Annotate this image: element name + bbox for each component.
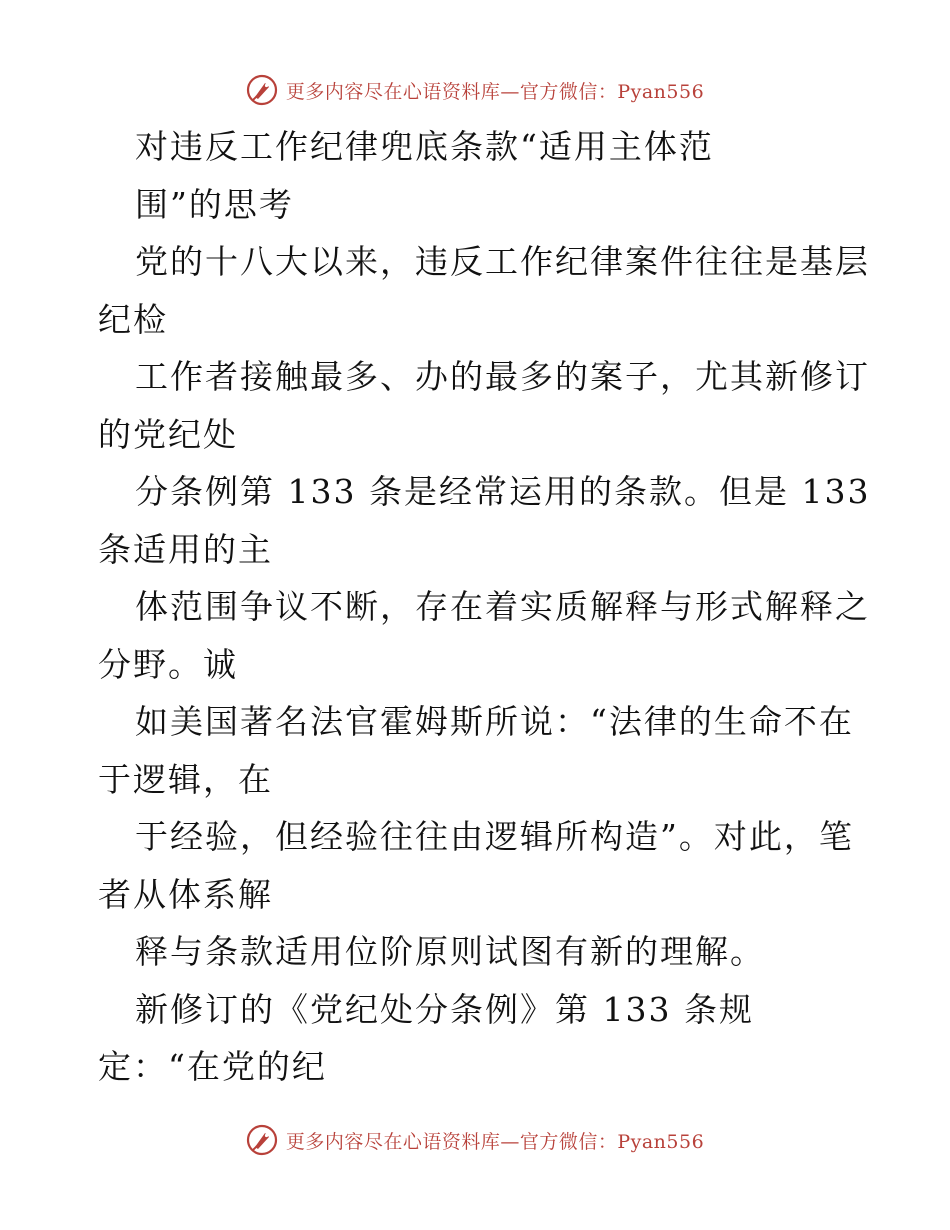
paragraph-line: 于逻辑，在 bbox=[98, 759, 273, 799]
header-banner bbox=[0, 70, 950, 110]
header-banner-text: 更多内容尽在心语资料库—官方微信：Pyan556 bbox=[285, 80, 705, 103]
paragraph-line: 对违反工作纪律兜底条款“适用主体范 bbox=[135, 127, 714, 166]
paragraph-line: 党的十八大以来，违反工作纪律案件往往是基层 bbox=[135, 242, 870, 281]
paragraph-line: 定：“在党的纪 bbox=[98, 1047, 327, 1086]
document-body bbox=[98, 118, 871, 1096]
paragraph-line: 分野。诚 bbox=[98, 644, 238, 684]
pen-nib-logo-icon bbox=[246, 1124, 278, 1156]
paragraph-line: 新修订的《党纪处分条例》第 133 条规 bbox=[135, 989, 754, 1029]
paragraph-line: 条适用的主 bbox=[98, 529, 273, 569]
pen-nib-logo-icon bbox=[246, 74, 278, 106]
paragraph-line: 体范围争议不断，存在着实质解释与形式解释之 bbox=[135, 587, 870, 626]
paragraph-line: 围”的思考 bbox=[135, 184, 294, 224]
paragraph-line: 纪检 bbox=[98, 299, 168, 339]
paragraph-line: 于经验，但经验往往由逻辑所构造”。对此，笔 bbox=[135, 817, 854, 856]
paragraph-line: 工作者接触最多、办的最多的案子，尤其新修订 bbox=[135, 357, 870, 396]
paragraph-line: 者从体系解 bbox=[98, 874, 273, 914]
paragraph-line: 分条例第 133 条是经常运用的条款。但是 133 bbox=[135, 472, 871, 511]
footer-banner-text: 更多内容尽在心语资料库—官方微信：Pyan556 bbox=[285, 1130, 705, 1153]
footer-banner bbox=[0, 1120, 950, 1160]
paragraph-line: 如美国著名法官霍姆斯所说：“法律的生命不在 bbox=[135, 702, 854, 741]
paragraph-line: 的党纪处 bbox=[98, 414, 238, 454]
paragraph-line: 释与条款适用位阶原则试图有新的理解。 bbox=[135, 932, 765, 971]
